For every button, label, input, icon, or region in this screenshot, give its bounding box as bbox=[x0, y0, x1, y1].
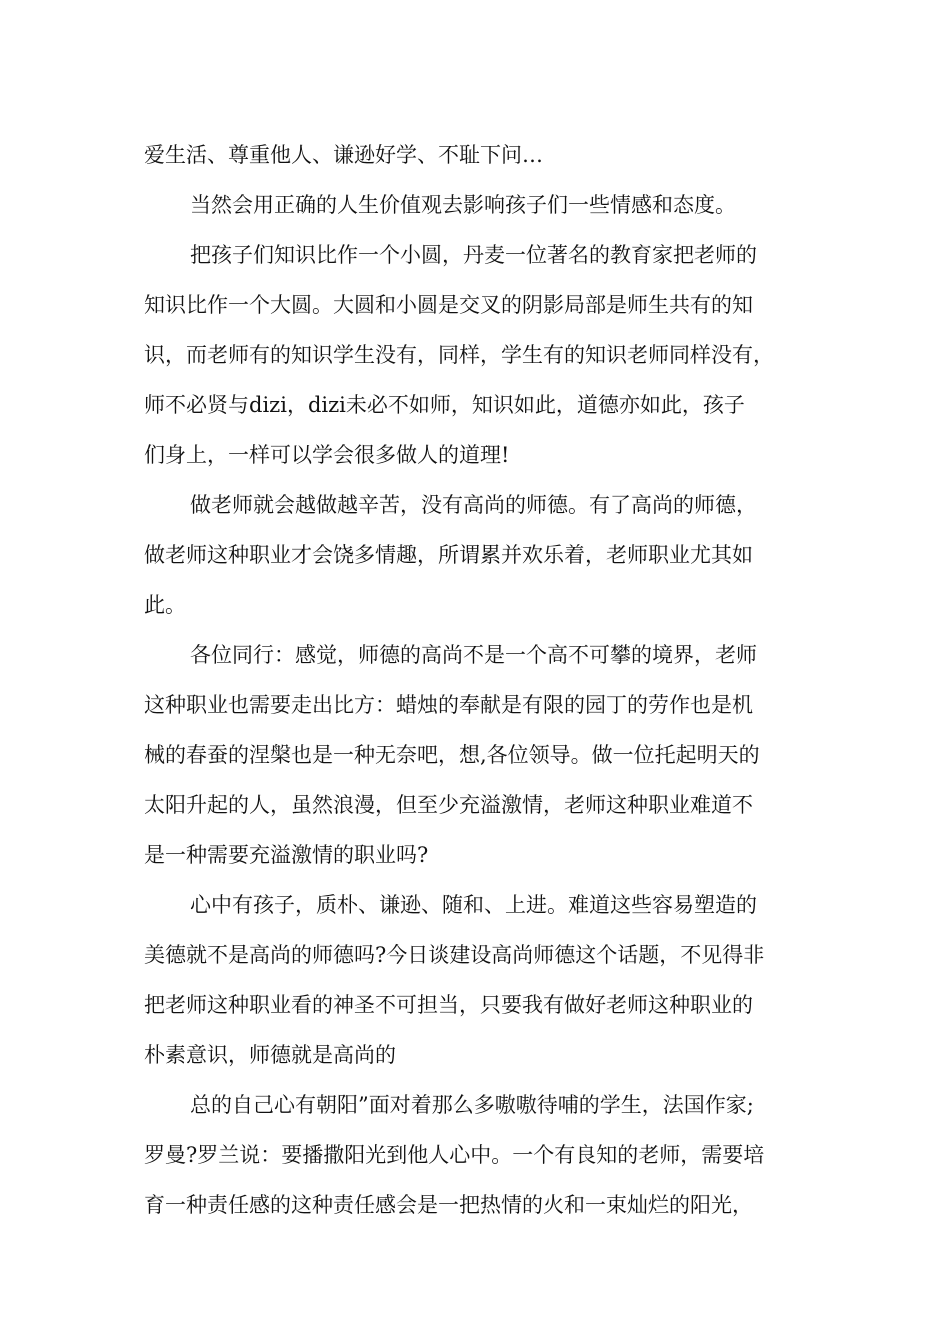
paragraph-1 bbox=[144, 130, 809, 180]
text-line: 心中有孩子，质朴、谦逊、随和、上进。难道这些容易塑造的 bbox=[190, 893, 757, 917]
text-line: 太阳升起的人，虽然浪漫，但至少充溢激情，老师这种职业难道不 bbox=[144, 793, 753, 817]
paragraph-6 bbox=[144, 880, 809, 1080]
text-line: 罗曼?罗兰说：要播撒阳光到他人心中。一个有良知的老师，需要培 bbox=[144, 1143, 765, 1167]
text-line: 把老师这种职业看的神圣不可担当，只要我有做好老师这种职业的 bbox=[144, 993, 753, 1017]
text-line: 育一种责任感的这种责任感会是一把热情的火和一束灿烂的阳光， bbox=[144, 1193, 753, 1217]
text-line: 当然会用正确的人生价值观去影响孩子们一些情感和态度。 bbox=[190, 193, 736, 217]
text-line: 做老师这种职业才会饶多情趣，所谓累并欢乐着，老师职业尤其如 bbox=[144, 543, 753, 567]
text-line: 总的自己心有朝阳”面对着那么多嗷嗷待哺的学生，法国作家; bbox=[190, 1093, 754, 1117]
paragraph-3 bbox=[144, 230, 809, 480]
text-line: 是一种需要充溢激情的职业吗? bbox=[144, 843, 429, 867]
text-line: 识，而老师有的知识学生没有，同样，学生有的知识老师同样没有， bbox=[144, 343, 774, 367]
document-body bbox=[144, 130, 809, 1230]
text-line: 各位同行：感觉，师德的高尚不是一个高不可攀的境界，老师 bbox=[190, 643, 757, 667]
text-line: 械的春蚕的涅槃也是一种无奈吧，想,各位领导。做一位托起明天的 bbox=[144, 743, 760, 767]
paragraph-2 bbox=[144, 180, 809, 230]
text-line: 朴素意识，师德就是高尚的 bbox=[144, 1043, 396, 1067]
text-line: 把孩子们知识比作一个小圆，丹麦一位著名的教育家把老师的 bbox=[190, 243, 757, 267]
text-line: 们身上，一样可以学会很多做人的道理! bbox=[144, 443, 510, 467]
text-line: 此。 bbox=[144, 593, 186, 617]
text-line: 这种职业也需要走出比方：蜡烛的奉献是有限的园丁的劳作也是机 bbox=[144, 693, 753, 717]
text-line: 知识比作一个大圆。大圆和小圆是交叉的阴影局部是师生共有的知 bbox=[144, 293, 753, 317]
text-line: 师不必贤与dizi，dizi未必不如师，知识如此，道德亦如此，孩子 bbox=[144, 393, 745, 417]
text-line: 美德就不是高尚的师德吗?今日谈建设高尚师德这个话题，不见得非 bbox=[144, 943, 765, 967]
paragraph-7 bbox=[144, 1080, 809, 1230]
paragraph-5 bbox=[144, 630, 809, 880]
text-line: 爱生活、尊重他人、谦逊好学、不耻下问… bbox=[144, 143, 543, 167]
paragraph-4 bbox=[144, 480, 809, 630]
text-line: 做老师就会越做越辛苦，没有高尚的师德。有了高尚的师德， bbox=[190, 493, 757, 517]
